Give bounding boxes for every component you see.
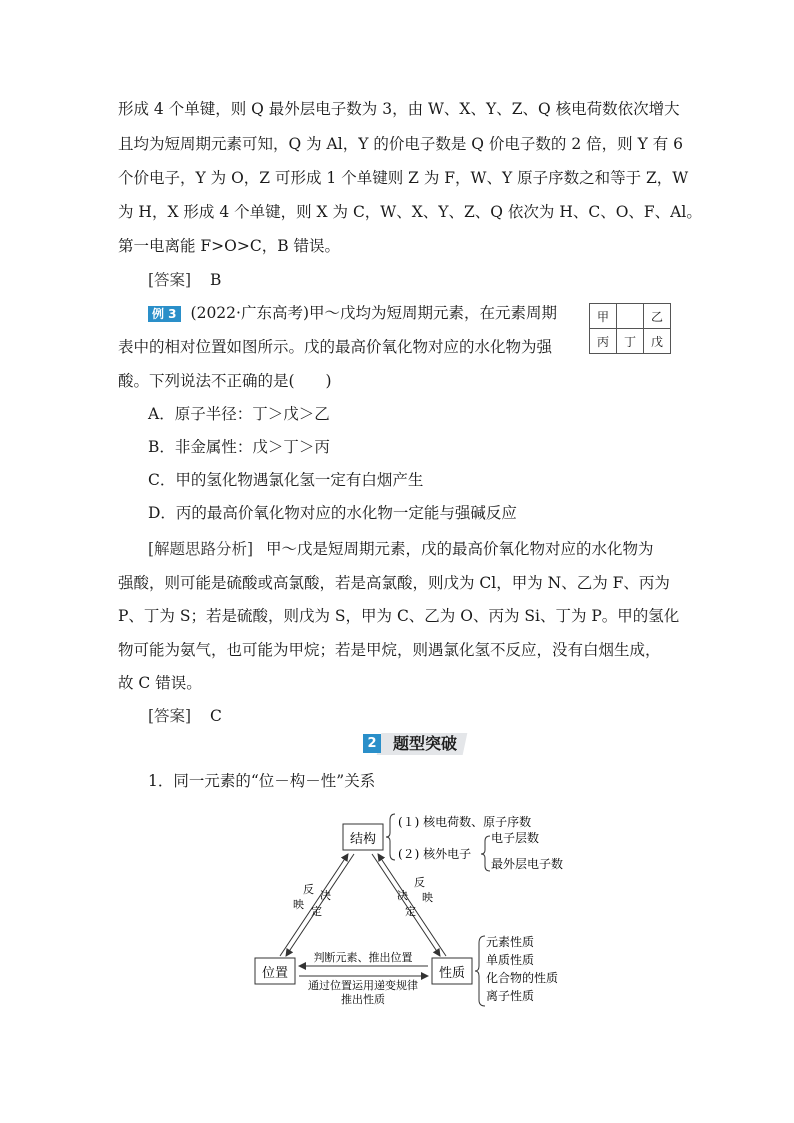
option-b: B．非金属性：戊＞丁＞丙 (148, 438, 330, 456)
example-3-line: 表中的相对位置如图所示。戊的最高价氧化物对应的水化物为强 (118, 338, 553, 356)
structure-brace (386, 814, 395, 860)
paragraph-line: 第一电离能 F>O>C，B 错误。 (118, 237, 341, 255)
structure-item: (２) 核外电子 (398, 847, 472, 861)
item-1-heading: 1．同一元素的“位－构－性”关系 (148, 772, 376, 790)
periodic-position-table (589, 303, 671, 354)
right-decide-label: 定 (405, 905, 416, 918)
left-decide-label: 定 (311, 905, 322, 918)
left-reflect-label: 反 (303, 883, 314, 896)
right-decide-label: 决 (397, 889, 408, 902)
property-item: 化合物的性质 (486, 971, 559, 985)
example-3-line (148, 303, 557, 323)
option-a: A．原子半径：丁＞戊＞乙 (148, 405, 330, 423)
structure-label: 结构 (349, 832, 377, 847)
section-title: 题型突破 (393, 734, 458, 753)
bottom-arrow-label: 推出性质 (341, 993, 385, 1006)
analysis-line: 强酸，则可能是硫酸或高氯酸，若是高氯酸，则戊为 Cl，甲为 N、乙为 F、丙为 (118, 574, 670, 592)
property-brace (475, 936, 485, 1006)
property-item: 元素性质 (486, 935, 535, 949)
answer-label: [答案] (148, 271, 192, 289)
section-number: 2 (363, 734, 381, 753)
left-reflect-label: 映 (293, 898, 304, 911)
answer-label: [答案] (148, 707, 192, 725)
analysis-line: P、丁为 S；若是硫酸，则戊为 S，甲为 C、乙为 O、丙为 Si、丁为 P。甲的氢化 (118, 607, 680, 625)
answer-2 (148, 706, 222, 726)
electron-item: 最外层电子数 (491, 857, 564, 871)
example-3-line: 酸。下列说法不正确的是( ) (118, 372, 332, 390)
paragraph-line: 个价电子，Y 为 O，Z 可形成 1 个单键则 Z 为 F，W、Y 原子序数之和等于 Z，W (118, 169, 689, 187)
position-structure-property-diagram (250, 806, 590, 1016)
analysis-line: 故 C 错误。 (118, 674, 202, 692)
example-text: (2022·广东高考)甲～戊均为短周期元素，在元素周期 (190, 304, 558, 322)
answer-value: C (210, 707, 222, 725)
analysis-line: 物可能为氨气，也可能为甲烷；若是甲烷，则遇氯化氢不反应，没有白烟生成， (118, 641, 661, 659)
analysis-text: 甲～戊是短周期元素，戊的最高价氧化物对应的水化物为 (266, 540, 654, 558)
example-badge: 例 3 (148, 306, 181, 322)
option-d: D．丙的最高价氧化物对应的水化物一定能与强碱反应 (148, 504, 517, 522)
electron-brace (481, 836, 490, 871)
table-cell: 戊 (644, 329, 671, 354)
top-arrow-label: 判断元素、推出位置 (313, 951, 413, 964)
table-cell (617, 304, 644, 329)
electron-item: 电子层数 (491, 831, 540, 845)
structure-item: (１) 核电荷数、原子序数 (398, 815, 532, 829)
paragraph-line: 且均为短周期元素可知，Q 为 Al，Y 的价电子数是 Q 价电子数的 2 倍，则 Y 有 6 (118, 135, 684, 153)
answer-value: B (210, 271, 222, 289)
table-cell: 甲 (590, 304, 617, 329)
position-label: 位置 (261, 966, 289, 981)
paragraph-line: 形成 4 个单键，则 Q 最外层电子数为 3，由 W、X、Y、Z、Q 核电荷数依次增大 (118, 100, 680, 118)
analysis-line (148, 539, 654, 559)
analysis-label: [解题思路分析] (148, 540, 254, 558)
property-item: 离子性质 (486, 989, 535, 1003)
property-label: 性质 (438, 966, 466, 981)
section-header (363, 733, 467, 755)
table-cell: 丁 (617, 329, 644, 354)
left-decide-label: 决 (320, 889, 331, 902)
answer-1 (148, 270, 221, 290)
table-cell: 丙 (590, 329, 617, 354)
table-cell: 乙 (644, 304, 671, 329)
property-item: 单质性质 (486, 953, 535, 967)
option-c: C．甲的氢化物遇氯化氢一定有白烟产生 (148, 471, 424, 489)
bottom-arrow-label: 通过位置运用递变规律 (308, 979, 418, 992)
right-reflect-label: 反 (414, 876, 425, 889)
right-reflect-label: 映 (422, 891, 433, 904)
paragraph-line: 为 H，X 形成 4 个单键，则 X 为 C，W、X、Y、Z、Q 依次为 H、C、O、F、Al。 (118, 203, 702, 221)
